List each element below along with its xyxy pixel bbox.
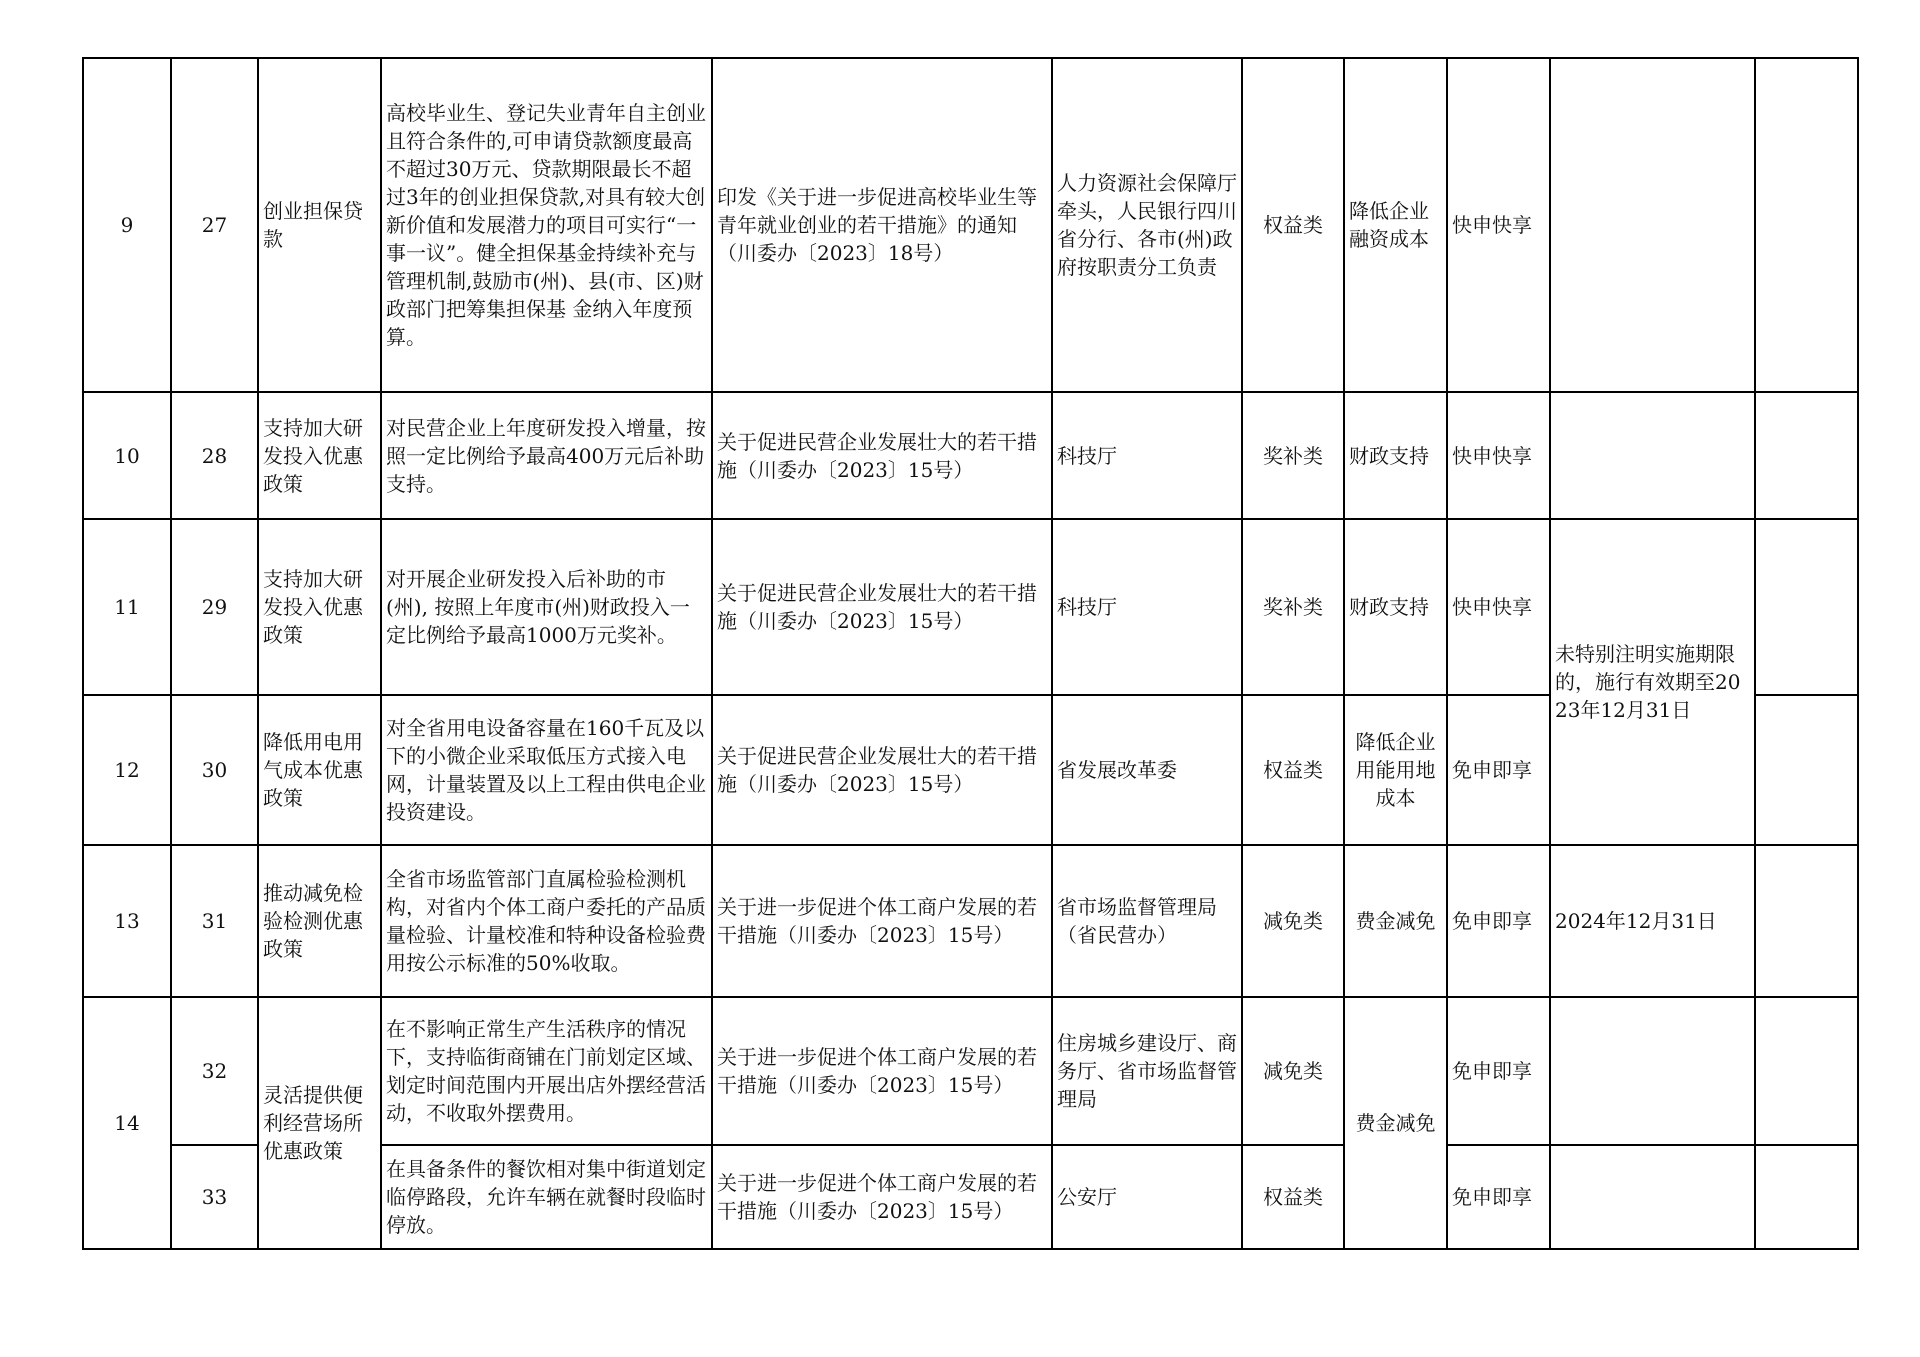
policy-type-cell: 降低企业用能用地成本 xyxy=(1344,695,1447,845)
category-cell: 权益类 xyxy=(1242,695,1344,845)
category-cell: 减免类 xyxy=(1242,845,1344,997)
table-row xyxy=(83,58,1858,392)
remarks-cell xyxy=(1755,845,1858,997)
seq-cell: 12 xyxy=(83,695,171,845)
table-row xyxy=(83,997,1858,1145)
department-cell: 科技厅 xyxy=(1052,519,1242,695)
policy-name-cell: 推动减免检验检测优惠政策 xyxy=(258,845,381,997)
policy-content-cell: 高校毕业生、登记失业青年自主创业且符合条件的,可申请贷款额度最高不超过30万元、贷款期限最长不超过3年的创业担保贷款,对具有较大创新价值和发展潜力的项目可实行“一事一议”。健全担保基金持续补充与管理机制,鼓励市(州)、县(市、区)财政部门把筹集担保基 金纳入年度预算。 xyxy=(381,58,712,392)
policy-basis-cell: 关于进一步促进个体工商户发展的若干措施（川委办〔2023〕15号） xyxy=(712,1145,1052,1249)
policy-name-cell: 降低用电用气成本优惠政策 xyxy=(258,695,381,845)
seq-cell: 11 xyxy=(83,519,171,695)
department-cell: 公安厅 xyxy=(1052,1145,1242,1249)
validity-cell xyxy=(1550,997,1755,1145)
seq-cell: 10 xyxy=(83,392,171,519)
validity-shared-cell: 未特别注明实施期限的，施行有效期至2023年12月31日 xyxy=(1550,519,1755,845)
category-cell: 减免类 xyxy=(1242,997,1344,1145)
policy-name-cell: 灵活提供便利经营场所优惠政策 xyxy=(258,997,381,1249)
table-row xyxy=(83,845,1858,997)
policy-no-cell: 28 xyxy=(171,392,258,519)
policy-no-cell: 33 xyxy=(171,1145,258,1249)
policy-no-cell: 29 xyxy=(171,519,258,695)
policy-no-cell: 30 xyxy=(171,695,258,845)
policy-name-cell: 支持加大研发投入优惠政策 xyxy=(258,519,381,695)
policy-basis-cell: 关于促进民营企业发展壮大的若干措施（川委办〔2023〕15号） xyxy=(712,392,1052,519)
table-row xyxy=(83,392,1858,519)
department-cell: 省发展改革委 xyxy=(1052,695,1242,845)
policy-type-shared-cell: 费金减免 xyxy=(1344,997,1447,1249)
validity-cell xyxy=(1550,392,1755,519)
policy-no-cell: 32 xyxy=(171,997,258,1145)
policy-content-cell: 对民营企业上年度研发投入增量，按照一定比例给予最高400万元后补助支持。 xyxy=(381,392,712,519)
policy-basis-cell: 关于进一步促进个体工商户发展的若干措施（川委办〔2023〕15号） xyxy=(712,997,1052,1145)
policy-name-cell: 支持加大研发投入优惠政策 xyxy=(258,392,381,519)
policy-content-cell: 全省市场监管部门直属检验检测机构，对省内个体工商户委托的产品质量检验、计量校准和特种设备检验费用按公示标准的50%收取。 xyxy=(381,845,712,997)
apply-mode-cell: 免申即享 xyxy=(1447,845,1550,997)
remarks-cell xyxy=(1755,519,1858,695)
policy-type-cell: 降低企业融资成本 xyxy=(1344,58,1447,392)
validity-cell xyxy=(1550,58,1755,392)
policy-type-cell: 费金减免 xyxy=(1344,845,1447,997)
policy-basis-cell: 关于促进民营企业发展壮大的若干措施（川委办〔2023〕15号） xyxy=(712,695,1052,845)
seq-cell: 13 xyxy=(83,845,171,997)
remarks-cell xyxy=(1755,392,1858,519)
policy-table xyxy=(82,57,1859,1250)
apply-mode-cell: 快申快享 xyxy=(1447,58,1550,392)
apply-mode-cell: 快申快享 xyxy=(1447,392,1550,519)
department-cell: 科技厅 xyxy=(1052,392,1242,519)
policy-content-cell: 在不影响正常生产生活秩序的情况下，支持临街商铺在门前划定区域、划定时间范围内开展出店外摆经营活动，不收取外摆费用。 xyxy=(381,997,712,1145)
category-cell: 奖补类 xyxy=(1242,392,1344,519)
validity-cell: 2024年12月31日 xyxy=(1550,845,1755,997)
validity-cell xyxy=(1550,1145,1755,1249)
policy-basis-cell: 关于促进民营企业发展壮大的若干措施（川委办〔2023〕15号） xyxy=(712,519,1052,695)
seq-cell: 14 xyxy=(83,997,171,1249)
apply-mode-cell: 免申即享 xyxy=(1447,695,1550,845)
table-row xyxy=(83,519,1858,695)
apply-mode-cell: 免申即享 xyxy=(1447,1145,1550,1249)
policy-type-cell: 财政支持 xyxy=(1344,392,1447,519)
policy-content-cell: 对全省用电设备容量在160千瓦及以下的小微企业采取低压方式接入电网，计量装置及以上工程由供电企业投资建设。 xyxy=(381,695,712,845)
policy-name-cell: 创业担保贷款 xyxy=(258,58,381,392)
policy-no-cell: 31 xyxy=(171,845,258,997)
category-cell: 权益类 xyxy=(1242,58,1344,392)
department-cell: 省市场监督管理局（省民营办） xyxy=(1052,845,1242,997)
category-cell: 权益类 xyxy=(1242,1145,1344,1249)
policy-basis-cell: 印发《关于进一步促进高校毕业生等青年就业创业的若干措施》的通知（川委办〔2023〕18号） xyxy=(712,58,1052,392)
policy-type-cell: 财政支持 xyxy=(1344,519,1447,695)
policy-content-cell: 在具备条件的餐饮相对集中街道划定临停路段，允许车辆在就餐时段临时停放。 xyxy=(381,1145,712,1249)
policy-content-cell: 对开展企业研发投入后补助的市(州), 按照上年度市(州)财政投入一定比例给予最高1000万元奖补。 xyxy=(381,519,712,695)
policy-no-cell: 27 xyxy=(171,58,258,392)
remarks-cell xyxy=(1755,58,1858,392)
remarks-cell xyxy=(1755,1145,1858,1249)
department-cell: 住房城乡建设厅、商务厅、省市场监督管理局 xyxy=(1052,997,1242,1145)
policy-basis-cell: 关于进一步促进个体工商户发展的若干措施（川委办〔2023〕15号） xyxy=(712,845,1052,997)
apply-mode-cell: 快申快享 xyxy=(1447,519,1550,695)
seq-cell: 9 xyxy=(83,58,171,392)
apply-mode-cell: 免申即享 xyxy=(1447,997,1550,1145)
category-cell: 奖补类 xyxy=(1242,519,1344,695)
remarks-cell xyxy=(1755,695,1858,845)
department-cell: 人力资源社会保障厅牵头，人民银行四川省分行、各市(州)政府按职责分工负责 xyxy=(1052,58,1242,392)
remarks-cell xyxy=(1755,997,1858,1145)
